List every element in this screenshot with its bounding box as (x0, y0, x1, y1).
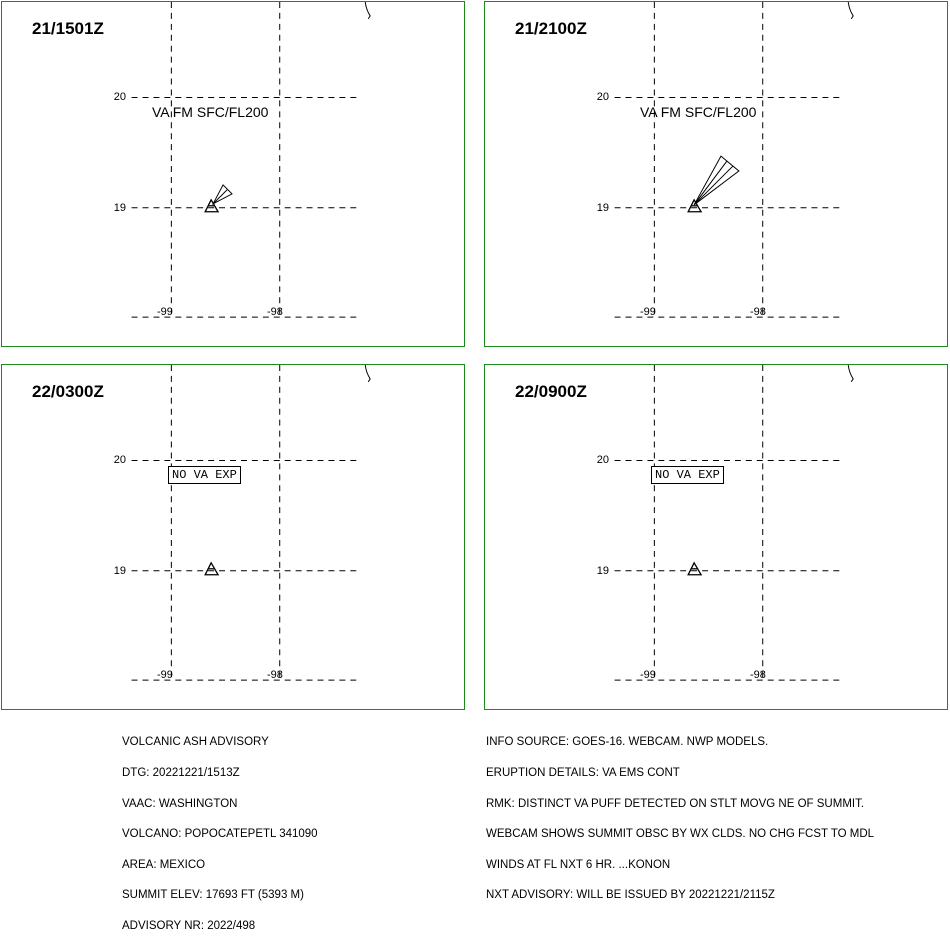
advisory-header-text (122, 717, 318, 941)
ash-extent-label: VA FM SFC/FL200 (640, 104, 757, 120)
advisory-line: VOLCANIC ASH ADVISORY (122, 736, 269, 749)
coastline (848, 2, 853, 19)
lon-label: -99 (157, 669, 173, 681)
map-grid (485, 365, 947, 709)
coastline (848, 365, 853, 382)
valid-time: 21/1501Z (32, 19, 104, 38)
map-grid (2, 2, 464, 346)
lon-label: -99 (640, 306, 656, 318)
map-grid (2, 365, 464, 709)
ash-extent-label: VA FM SFC/FL200 (152, 104, 269, 120)
lon-label: -98 (267, 306, 283, 318)
valid-time: 22/0900Z (515, 382, 587, 401)
coastline (365, 2, 370, 19)
ash-plume (213, 185, 232, 204)
lon-label: -98 (750, 669, 766, 681)
forecast-panel-2 (484, 1, 948, 347)
lat-label: 20 (596, 454, 609, 466)
advisory-line: AREA: MEXICO (122, 858, 206, 871)
advisory-line: INFO SOURCE: GOES-16. WEBCAM. NWP MODELS. (486, 736, 769, 749)
lon-label: -98 (267, 669, 283, 681)
advisory-line: VOLCANO: POPOCATEPETL 341090 (122, 828, 318, 841)
valid-time: 21/2100Z (515, 19, 587, 38)
map-grid (485, 2, 947, 346)
advisory-line: WEBCAM SHOWS SUMMIT OBSC BY WX CLDS. NO CHG FCST TO MDL (486, 828, 875, 841)
lat-label: 20 (113, 91, 126, 103)
volcano-icon (205, 563, 218, 575)
no-ash-label: NO VA EXP (168, 466, 241, 484)
no-ash-label: NO VA EXP (651, 466, 724, 484)
advisory-line: DTG: 20221221/1513Z (122, 767, 240, 779)
lat-label: 19 (113, 565, 126, 577)
volcano-icon (205, 200, 218, 212)
advisory-line: ERUPTION DETAILS: VA EMS CONT (486, 767, 680, 779)
lat-label: 19 (596, 202, 609, 214)
forecast-panel-4 (484, 364, 948, 710)
forecast-panel-3 (1, 364, 465, 710)
valid-time: 22/0300Z (32, 382, 104, 401)
ash-plume (694, 156, 739, 205)
volcano-icon (688, 563, 701, 575)
advisory-line: VAAC: WASHINGTON (122, 797, 238, 810)
lat-label: 19 (596, 565, 609, 577)
lat-label: 20 (113, 454, 126, 466)
lat-label: 20 (596, 91, 609, 103)
lon-label: -99 (157, 306, 173, 318)
lat-label: 19 (113, 202, 126, 214)
advisory-line: NXT ADVISORY: WILL BE ISSUED BY 20221221/2115Z (486, 889, 775, 902)
forecast-panel-1 (1, 1, 465, 347)
advisory-remarks-text (486, 717, 874, 911)
advisory-line: RMK: DISTINCT VA PUFF DETECTED ON STLT MOVG NE OF SUMMIT. (486, 797, 865, 810)
advisory-line: ADVISORY NR: 2022/498 (122, 919, 256, 932)
advisory-line: WINDS AT FL NXT 6 HR. ...KONON (486, 858, 671, 871)
advisory-line: SUMMIT ELEV: 17693 FT (5393 M) (122, 889, 304, 902)
lon-label: -98 (750, 306, 766, 318)
lon-label: -99 (640, 669, 656, 681)
coastline (365, 365, 370, 382)
